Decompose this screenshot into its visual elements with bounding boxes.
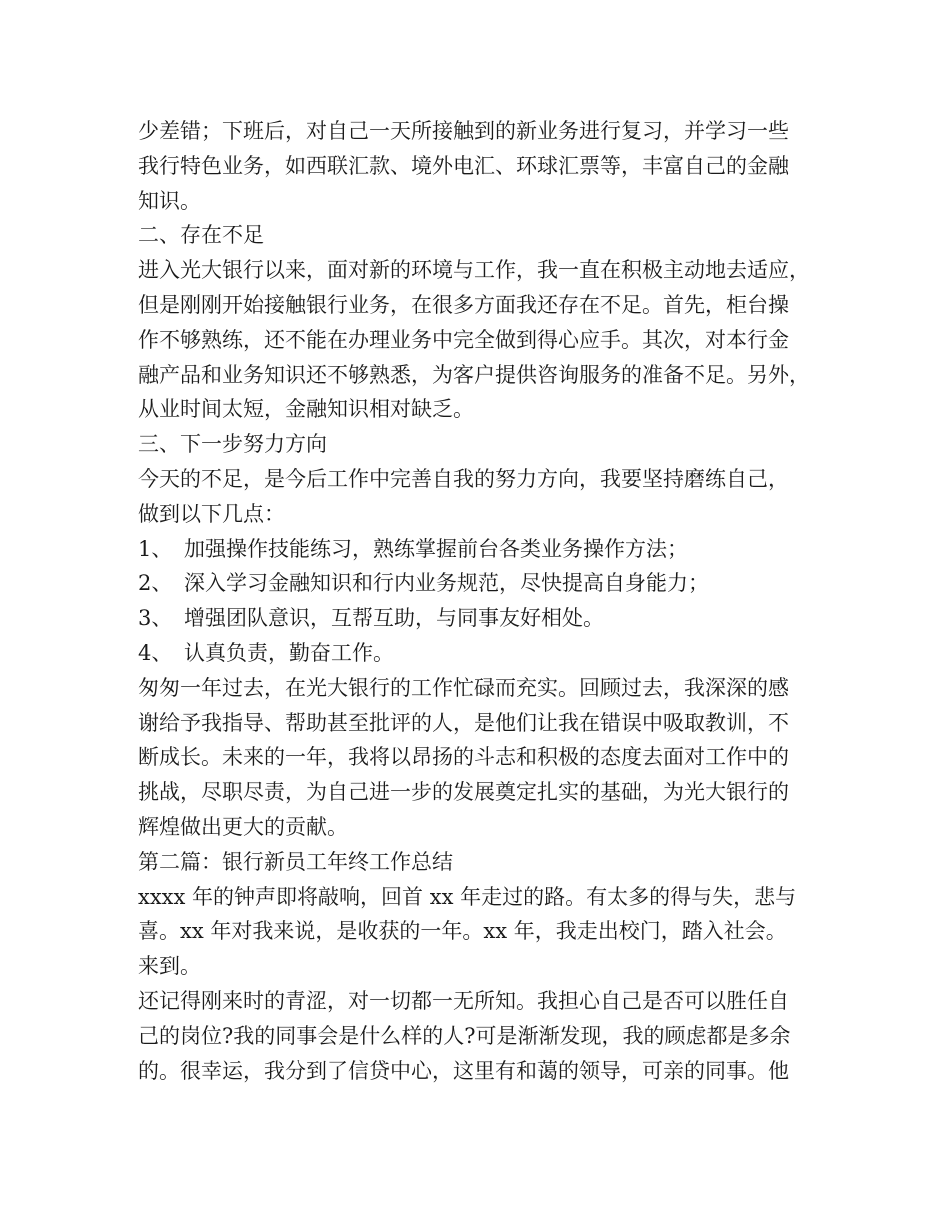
list-item-number: 4、 bbox=[138, 640, 173, 665]
text-line: 从业时间太短，金融知识相对缺乏。 bbox=[138, 397, 474, 422]
text-line: 我行特色业务，如西联汇款、境外电汇、环球汇票等，丰富自己的金融 bbox=[138, 153, 789, 178]
list-item bbox=[138, 636, 828, 671]
text-line: 挑战，尽职尽责，为自己进一步的发展奠定扎实的基础，为光大银行的 bbox=[138, 780, 789, 805]
text-line: 少差错；下班后，对自己一天所接触到的新业务进行复习，并学习一些 bbox=[138, 119, 789, 143]
section-heading: 三、下一步努力方向 bbox=[138, 432, 327, 457]
text-line: 进入光大银行以来，面对新的环境与工作，我一直在积极主动地去适应， bbox=[138, 258, 810, 283]
list-item-text: 加强操作技能练习，熟练掌握前台各类业务操作方法； bbox=[184, 536, 688, 561]
list-item-text: 深入学习金融知识和行内业务规范，尽快提高自身能力； bbox=[184, 571, 709, 596]
text-line: 今天的不足，是今后工作中完善自我的努力方向，我要坚持磨练自己， bbox=[138, 466, 789, 491]
list-item-text: 增强团队意识，互帮互助，与同事友好相处。 bbox=[184, 606, 604, 631]
list-item bbox=[138, 532, 828, 567]
text-line: 己的岗位?我的同事会是什么样的人?可是渐渐发现，我的顾虑都是多余 bbox=[138, 1023, 791, 1048]
text-line: 喜。xx 年对我来说，是收获的一年。xx 年，我走出校门，踏入社会。 bbox=[138, 919, 787, 944]
section-heading: 二、存在不足 bbox=[138, 223, 264, 248]
text-line: xxxx 年的钟声即将敲响，回首 xx 年走过的路。有太多的得与失，悲与 bbox=[138, 884, 797, 909]
text-line: 的。很幸运，我分到了信贷中心，这里有和蔼的领导，可亲的同事。他 bbox=[138, 1058, 789, 1083]
text-line: 做到以下几点： bbox=[138, 501, 285, 526]
text-line: 但是刚刚开始接触银行业务，在很多方面我还存在不足。首先，柜台操 bbox=[138, 292, 789, 317]
list-item-number: 3、 bbox=[138, 606, 173, 631]
text-line: 知识。 bbox=[138, 188, 201, 213]
text-line: 辉煌做出更大的贡献。 bbox=[138, 814, 348, 839]
document-body bbox=[138, 114, 828, 1088]
text-line: 融产品和业务知识还不够熟悉，为客户提供咨询服务的准备不足。另外， bbox=[138, 362, 810, 387]
text-line: 来到。 bbox=[138, 954, 201, 979]
list-item-number: 2、 bbox=[138, 571, 173, 596]
section-heading: 第二篇：银行新员工年终工作总结 bbox=[138, 849, 453, 874]
text-line: 作不够熟练，还不能在办理业务中完全做到得心应手。其次，对本行金 bbox=[138, 327, 789, 352]
text-line: 匆匆一年过去，在光大银行的工作忙碌而充实。回顾过去，我深深的感 bbox=[138, 675, 789, 700]
text-line: 还记得刚来时的青涩，对一切都一无所知。我担心自己是否可以胜任自 bbox=[138, 988, 789, 1013]
list-item bbox=[138, 601, 828, 636]
text-line: 谢给予我指导、帮助甚至批评的人，是他们让我在错误中吸取教训，不 bbox=[138, 710, 789, 735]
list-item-text: 认真负责，勤奋工作。 bbox=[184, 640, 394, 665]
text-line: 断成长。未来的一年，我将以昂扬的斗志和积极的态度去面对工作中的 bbox=[138, 745, 789, 770]
list-item-number: 1、 bbox=[138, 536, 173, 561]
list-item bbox=[138, 566, 828, 601]
